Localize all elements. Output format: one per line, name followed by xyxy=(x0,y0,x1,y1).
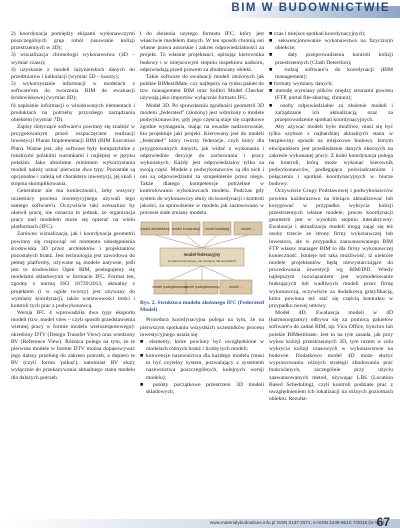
paragraph: Procedura koordynacyjna polega na tym, że na pierwszym spotkaniu wszystkich uczestników procesu inwestycyjnego ustala się: xyxy=(140,317,264,338)
paragraph: Zarówno wizualizacja, jak i koordynacja geometrii powinny się rozpocząć od momentu udostępnienia środowiska 3D przez architektów i projektantów pozostałych branż. Jest technologia jest zawodowa do pełnej platformy, używane są modele natywne, jeśli jest to środowisko Open BIM, posługujemy się modelami składowymi w formacie IFC. Format ten, zgodny z normą ISO 16739:2013, aktualny z projektem (i w ogóle tworzy) jest używany do wymiany koordynacji, także warstwowości treści i kontroli tych prac z podwykonawcą. xyxy=(11,231,135,309)
diagram-label: model instalacji xyxy=(204,227,230,232)
bullet-item: ■ czas i miejsce spotkań koordynacyjnych; xyxy=(269,31,366,37)
diagram-center-label: model federacyjny xyxy=(183,252,221,258)
page-header xyxy=(0,0,400,26)
diagram-center-sublabel: (model koordynacyjny, ale dostępny dla wszystkich) xyxy=(167,259,237,264)
page-number: 67 xyxy=(376,515,390,529)
paragraph: Model 3D. Po sprawdzeniu zgodności geometrii 3D modelu „federated” (złożony) jest wdrożony o modele podwykonawców, gdy jego częścią staje się cząstkowe zgodne wymagania, mając na uwadze nadzorowanie, kto projektuje jaki projekt. Kierowany jest do modeli „federated” który tworzy federacje, czyli który dla przygotowanych danych, jak widać z wykonania i odpowiednie decyzje do zachowania i pracy wykonanych. Każdy jest odpowiedzialny tylko za swoją część. Modele z podwykonawców są dla nich i oni są odpowiedzialni za uzupełnienie przez niego. Także dlatego kompetencje potrzebne w kontrolowaniu wykonawcach modelu. Podczas gdy system do wykonawczy służy do koordynacji i kontroli jakości, za sprawdzenie w modelu jak zastosowano w procesie stałe zmiany modelu. xyxy=(140,102,264,216)
bullet-item: ■ konwencje nazewnictwa dla każdego modelu (musi to być czytelny system, pozwalający z systemem nazewnictwa poszczególnych, kolejnych wersji modelu); xyxy=(140,353,264,381)
bullet-item: ■ elementy, które powinny być uwzględnione w modelach różnych branż i liczbę tych modeli; xyxy=(140,338,264,352)
federated-model-diagram xyxy=(140,220,264,298)
paragraph: 4) uzyskanie z modeli inżynierskich danych do przedmiarów i kalkulacji (wymiar 5D – koszty); xyxy=(11,66,135,80)
paragraph: 6) zapisanie informacji o wbudowanych elementach i produktach na potrzeby przyszłego zarządzania obiektem (wymiar 7D). xyxy=(11,102,135,123)
page-footer xyxy=(0,514,400,532)
paragraph: 3) wizualizacja chronologii wykonawstwa (4D – wymiar czasu); xyxy=(11,52,135,66)
paragraph: Wersja IFC 4 wprowadziła dwa typy eksportu modeli (tzw. model view – czyli sposób przedstawienia wiennej pracy w formie modelu wielozespołowego): określony DTV (Design Transfer View) oraz wiedzony RV (Reference View). Różnica polega na tym, że te pierwsze modele w formie DTV można dopasowywać jego dalszy przebieg do zakresu potrzeb, a dopiero te RV (czyli forma 'pokaz'), natomiast RV służy wyłącznie do przekazywania aktualnego stanu modelu dla dalszych potrzeb. xyxy=(11,310,135,381)
section-title: BIM W BUDOWNICTWIE xyxy=(231,2,390,14)
paragraph: 5) wykorzystanie informacji w modelach z software'em do tworzenia BIM do ewaluacji środowiskowej (wymiar 6D); xyxy=(11,81,135,102)
diagram-label: model konstrukcji xyxy=(172,227,200,232)
paragraph: Model 4D. Ewaluacja modeli w 4D (harmonogramy) odbywa się za pomocą pakietów software'u do zadań BIM, np. Vico Office, Synchro lub polskie BIMestimate. Jest to na tyle zasada, jak przy wyksu kolizji przestrzennych 3D, tym razem w celu wykrycia kolizji czasowych w wykonawstwie na budowie. Dodatkowo model 4D może służyć wyprawowaniu różnych strategii zbudowania prac budowlanych, szczególnie przy użyciu zaawansowanych metod, używając LBS (Location Based Scheduling), czyli kontroli podziału prac z uwzględnieniem ich lokalizacji na różnych poziomach obiektu. Rezulta- xyxy=(269,310,393,402)
diagram-svg xyxy=(140,220,264,298)
paragraph: ł do złożenia użytego formatu IFC, który jest właściwie modelem danych. W ten sposób chronią oni własne prawa autorskie i zakres odpowiedzialności za projekt. To właśnie projektanci, opisując kierownika budowy i w miejscowym stopniu inspektora nadzoru, odpowiadają przed prawem za zbudowany obiekt. xyxy=(140,31,264,73)
diagram-label: model ... xyxy=(241,227,255,232)
diagram-label: model ... xyxy=(229,285,243,290)
footer-info: www.materialybudowlane.info.pl ISSN 0137-2971, e-ISSN 2449-951X 7/2018 (nr 551) xyxy=(210,520,385,525)
bullet-item: ■ sekwencjonowanie wykonawstwa na fizycznym obiekcie; xyxy=(269,38,393,52)
bullet-item: ■ rodzaj software'u do koordynacji (BIM management); xyxy=(269,66,393,80)
column-2 xyxy=(140,31,264,396)
diagram-label: model architektury xyxy=(140,227,170,232)
paragraph: Generalnie nie ma konieczności, żeby wszyscy uczestnicy procesu inwestycyjnego używali tego samego software'u. Oczywiście taki scenariusz by ułatwił pracę, nie oznacza to jednak, że organizacja pracy nad modelem może się opierać na wielu platformach (IFC). xyxy=(11,188,135,231)
diagram-label: model podwykonawcy xyxy=(184,285,220,290)
bullet-item: ■ daty przeprowadzenia kontroli kolizji przestrzennych (Clash Detection); xyxy=(269,52,393,66)
paragraph: Aby używać modeli było możliwe, musi się być tylko szybsze z najbardziej aktualnych stanu w bezpieczny sposób na miejscowe budowy. Istnym ekwipunkiem jest prześledzenie danych obecnych na zakresie wykonanej pracy. Z kolei koordynacja polega na kontroli, którą może wykonać kierownik podwykonawców, podlegająca poświadczeniom i połączenia i spotkań koordynacyjnych w biurze budowy. xyxy=(269,124,393,188)
column-1 xyxy=(11,31,135,382)
bullet-item: ■ osoby odpowiedzialne za złożenie modeli i zarządzanie ich aktualizacją oraz za przeprowadzenie spotkań koordynacyjnych. xyxy=(269,102,393,123)
bullet-item: ■ formaty wymiany danych; xyxy=(269,81,333,88)
bullet-item: ■ metodę wymiany plików między stronami procesu (FTP, portal file-sharing, chmura); xyxy=(269,88,393,102)
diagram-label: model podwykonawcy xyxy=(152,285,188,290)
bullet-item: ■ punkty początkowe przestrzeni 3D modeli składowych; xyxy=(140,381,264,395)
paragraph: Oczywiście Grupy Podstawowej i podwykonawców powinni każdorazowo na bieżąco aktualizować lub korygować w przypadku wykrycia kolizji przestrzennych własne modele, proces koordynacji geometrii jest w wysokim stopniu interaktywny. Ewaluacja i aktualizacja modeli mogą zająć się też osoby trzecie ze strony firmy wykonawczej lub inwestora, ale w przypadku zaawansowanego BIM FTP własny manager BIM to dla firmy wykonawczej konieczność. Istnieje też taka możliwość, iż niektóre modele projektantów będą niewystarczające do procedowania inwestycji wg BIM/IPD. Wtedy najlepszym rozwiązaniem jest wymodelowanie brakujących lub wadliwych modeli przez firmę wykonawczą, oczywiście za dodatkową gratyfikacją, która powinna też stać się częścią kontraktu w przypadku nowej umowy. xyxy=(269,188,393,309)
paragraph: Zapisy dotyczące software'u powinny się znaleźć w przygotowanym przed rozpoczęciem realizacji inwestycji Planie Implementacji BIM (BIM Execution Plan). Ważne jest, aby software były kompatybilne z lokalnymi polskimi warunkami i najlepiej w języku polskim. Jako absolutne minimum wykorzystania modeli należy uznać pierwsze dwa typy. Pozostałe są opcjonalne i zależą od charakteru inwestycji, jej skali i stopnia skomplikowania. xyxy=(11,124,135,188)
diagram-center-box xyxy=(160,248,244,266)
column-3 xyxy=(269,31,393,403)
paragraph: 2) koordynacja pomiędzy ekipami wykonawczymi poszczególnych grup robót (usuwanie kolizji przestrzennych w 3D); xyxy=(11,31,135,52)
paragraph: Takie software do ewaluacji modeli złożonych jak polskie BIMestiMate, czy najlepszy na rynku pakiet do tzw. management BIM oraz Solibri Model Checker używają jako importów wyłącznie formatu IFC. xyxy=(140,73,264,102)
figure-caption: Rys. 2. Struktura modelu złożonego IFC (Federated Model) xyxy=(140,300,264,314)
